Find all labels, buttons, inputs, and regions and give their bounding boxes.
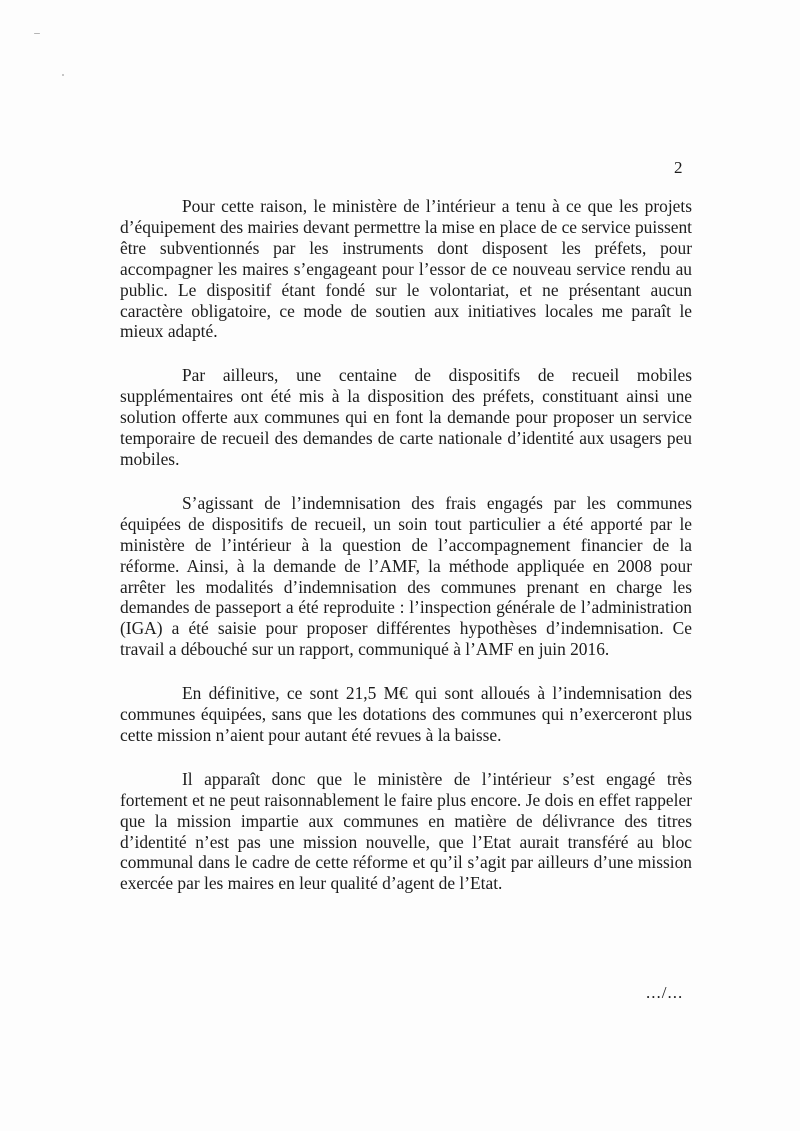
paragraph: Pour cette raison, le ministère de l’intérieur a tenu à ce que les projets d’équipement des mairies devant permettre la mise en place de ce service puissent être subventionnés par les instruments dont disposent les préfets, pour accompagner les maires s’engageant pour l’essor de ce nouveau service rendu au public. Le dispositif étant fondé sur le volontariat, et ne présentant aucun caractère obligatoire, ce mode de soutien aux initiatives locales me paraît le mieux adapté. bbox=[120, 196, 692, 342]
paragraph: S’agissant de l’indemnisation des frais engagés par les communes équipées de dispositifs de recueil, un soin tout particulier a été apporté par le ministère de l’intérieur à la question de l’accompagnement financier de la réforme. Ainsi, à la demande de l’AMF, la méthode appliquée en 2008 pour arrêter les modalités d’indemnisation des communes prenant en charge les demandes de passeport a été reproduite : l’inspection générale de l’administration (IGA) a été saisie pour proposer différentes hypothèses d’indemnisation. Ce travail a débouché sur un rapport, communiqué à l’AMF en juin 2016. bbox=[120, 492, 692, 660]
page-number: 2 bbox=[674, 158, 683, 177]
letter-body bbox=[120, 196, 692, 917]
paragraph: Il apparaît donc que le ministère de l’intérieur s’est engagé très fortement et ne peut raisonnablement le faire plus encore. Je dois en effet rappeler que la mission impartie aux communes en matière de délivrance des titres d’identité n’est pas une mission nouvelle, que l’Etat aurait transféré au bloc communal dans le cadre de cette réforme et qu’il s’agit par ailleurs d’une mission exercée par les maires en leur qualité d’agent de l’Etat. bbox=[120, 768, 692, 894]
scan-speck bbox=[34, 33, 40, 34]
paragraph: En définitive, ce sont 21,5 M€ qui sont alloués à l’indemnisation des communes équipées, sans que les dotations des communes qui n’exerceront plus cette mission n’aient pour autant été revues à la baisse. bbox=[120, 683, 692, 745]
paragraph: Par ailleurs, une centaine de dispositifs de recueil mobiles supplémentaires ont été mis à la disposition des préfets, constituant ainsi une solution offerte aux communes qui en font la demande pour proposer un service temporaire de recueil des demandes de carte nationale d’identité aux usagers peu mobiles. bbox=[120, 365, 692, 469]
scan-speck bbox=[62, 74, 64, 76]
continuation-marker: .../... bbox=[646, 983, 684, 1002]
